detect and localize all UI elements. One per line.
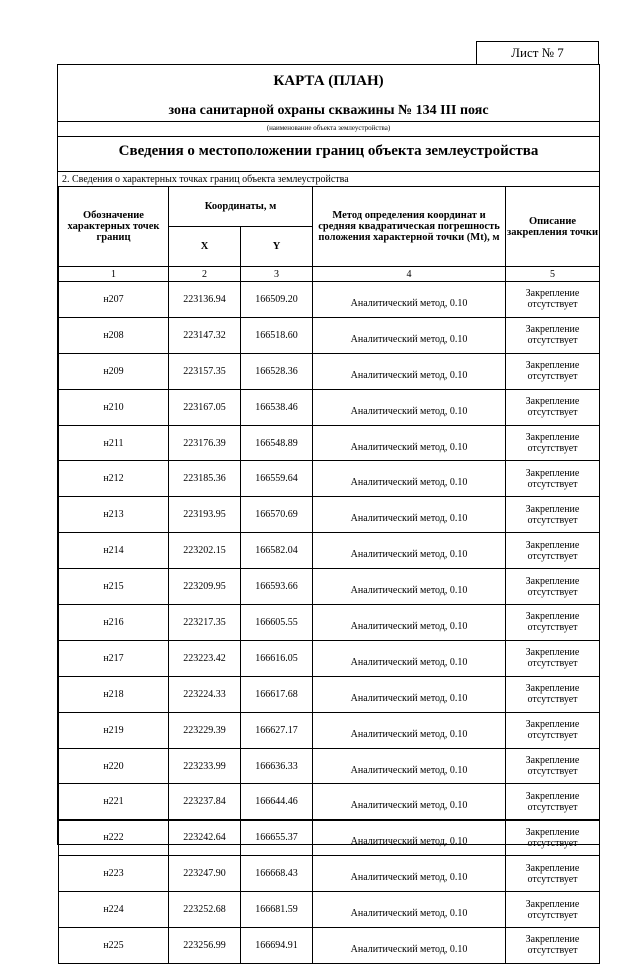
coordinate-x: 223193.95: [169, 497, 241, 533]
coordinate-x: 223233.99: [169, 748, 241, 784]
header-coordinates: Координаты, м: [169, 187, 313, 227]
point-name: н222: [59, 820, 169, 856]
column-number-row: [59, 267, 600, 282]
method-cell: Аналитический метод, 0.10: [313, 676, 506, 712]
coordinate-y: 166559.64: [241, 461, 313, 497]
fixing-description: Закрепление отсутствует: [506, 640, 600, 676]
point-name: н223: [59, 856, 169, 892]
table-row: [59, 748, 600, 784]
table-row: [59, 425, 600, 461]
point-name: н208: [59, 317, 169, 353]
coordinate-y: 166593.66: [241, 569, 313, 605]
sheet-number: Лист № 7: [476, 41, 599, 65]
point-name: н211: [59, 425, 169, 461]
header-x: X: [169, 227, 241, 267]
coordinate-y: 166694.91: [241, 928, 313, 964]
table-row: [59, 461, 600, 497]
table-row: [59, 640, 600, 676]
coordinate-x: 223209.95: [169, 569, 241, 605]
point-name: н212: [59, 461, 169, 497]
method-cell: Аналитический метод, 0.10: [313, 892, 506, 928]
table-row: [59, 784, 600, 820]
coordinate-x: 223202.15: [169, 533, 241, 569]
fixing-description: Закрепление отсутствует: [506, 784, 600, 820]
method-cell: Аналитический метод, 0.10: [313, 533, 506, 569]
coordinate-y: 166668.43: [241, 856, 313, 892]
method-cell: Аналитический метод, 0.10: [313, 605, 506, 641]
fixing-description: Закрепление отсутствует: [506, 425, 600, 461]
coordinate-x: 223185.36: [169, 461, 241, 497]
fixing-description: Закрепление отсутствует: [506, 856, 600, 892]
coordinate-x: 223247.90: [169, 856, 241, 892]
table-row: [59, 533, 600, 569]
footer-divider: [58, 820, 599, 821]
coordinate-y: 166582.04: [241, 533, 313, 569]
point-name: н220: [59, 748, 169, 784]
coordinate-y: 166538.46: [241, 389, 313, 425]
fixing-description: Закрепление отсутствует: [506, 892, 600, 928]
coordinate-y: 166627.17: [241, 712, 313, 748]
point-name: н217: [59, 640, 169, 676]
table-row: [59, 712, 600, 748]
header-description: Описание закрепления точки: [506, 187, 600, 267]
point-name: н221: [59, 784, 169, 820]
coordinate-y: 166681.59: [241, 892, 313, 928]
fixing-description: Закрепление отсутствует: [506, 748, 600, 784]
column-number: 4: [313, 267, 506, 282]
coordinate-y: 166548.89: [241, 425, 313, 461]
coordinate-x: 223252.68: [169, 892, 241, 928]
table-row: [59, 676, 600, 712]
method-cell: Аналитический метод, 0.10: [313, 425, 506, 461]
point-name: н209: [59, 353, 169, 389]
coordinate-x: 223242.64: [169, 820, 241, 856]
coordinate-y: 166518.60: [241, 317, 313, 353]
coordinate-y: 166509.20: [241, 282, 313, 318]
document-frame: [57, 64, 600, 957]
point-name: н224: [59, 892, 169, 928]
coordinate-x: 223157.35: [169, 353, 241, 389]
coordinate-x: 223237.84: [169, 784, 241, 820]
coordinate-x: 223223.42: [169, 640, 241, 676]
table-row: [59, 389, 600, 425]
coordinate-y: 166528.36: [241, 353, 313, 389]
document-title: КАРТА (ПЛАН): [273, 73, 384, 89]
coordinate-x: 223176.39: [169, 425, 241, 461]
fixing-description: Закрепление отсутствует: [506, 820, 600, 856]
method-cell: Аналитический метод, 0.10: [313, 569, 506, 605]
fixing-description: Закрепление отсутствует: [506, 928, 600, 964]
method-cell: Аналитический метод, 0.10: [313, 820, 506, 856]
coordinate-x: 223256.99: [169, 928, 241, 964]
column-number: 1: [59, 267, 169, 282]
fixing-description: Закрепление отсутствует: [506, 533, 600, 569]
coordinate-x: 223217.35: [169, 605, 241, 641]
table-row: [59, 569, 600, 605]
fixing-description: Закрепление отсутствует: [506, 497, 600, 533]
coordinate-x: 223229.39: [169, 712, 241, 748]
point-name: н214: [59, 533, 169, 569]
method-cell: Аналитический метод, 0.10: [313, 497, 506, 533]
point-name: н218: [59, 676, 169, 712]
method-cell: Аналитический метод, 0.10: [313, 389, 506, 425]
table-row: [59, 353, 600, 389]
fixing-description: Закрепление отсутствует: [506, 569, 600, 605]
table-row: [59, 282, 600, 318]
coordinate-y: 166655.37: [241, 820, 313, 856]
coordinate-x: 223136.94: [169, 282, 241, 318]
method-cell: Аналитический метод, 0.10: [313, 784, 506, 820]
point-name: н210: [59, 389, 169, 425]
header-designation: Обозначение характерных точек границ: [59, 187, 169, 267]
column-number: 2: [169, 267, 241, 282]
method-cell: Аналитический метод, 0.10: [313, 748, 506, 784]
point-name: н225: [59, 928, 169, 964]
header-y: Y: [241, 227, 313, 267]
method-cell: Аналитический метод, 0.10: [313, 856, 506, 892]
coordinate-x: 223147.32: [169, 317, 241, 353]
coordinate-y: 166644.46: [241, 784, 313, 820]
object-caption: (наименование объекта землеустройства): [58, 121, 599, 137]
table-row: [59, 928, 600, 964]
column-number: 3: [241, 267, 313, 282]
method-cell: Аналитический метод, 0.10: [313, 353, 506, 389]
coordinate-y: 166570.69: [241, 497, 313, 533]
coordinate-y: 166617.68: [241, 676, 313, 712]
points-table: [58, 186, 600, 964]
column-number: 5: [506, 267, 600, 282]
table-row: [59, 317, 600, 353]
method-cell: Аналитический метод, 0.10: [313, 317, 506, 353]
method-cell: Аналитический метод, 0.10: [313, 640, 506, 676]
fixing-description: Закрепление отсутствует: [506, 676, 600, 712]
fixing-description: Закрепление отсутствует: [506, 389, 600, 425]
method-cell: Аналитический метод, 0.10: [313, 712, 506, 748]
document-subtitle: зона санитарной охраны скважины № 134 III пояс: [168, 103, 489, 118]
header-method: Метод определения координат и средняя квадратическая погрешность положения характерной точки (Mt), м: [313, 187, 506, 267]
coordinate-x: 223167.05: [169, 389, 241, 425]
point-name: н213: [59, 497, 169, 533]
method-cell: Аналитический метод, 0.10: [313, 282, 506, 318]
table-row: [59, 497, 600, 533]
subsection-title: 2. Сведения о характерных точках границ объекта землеустройства: [58, 171, 599, 187]
coordinate-y: 166636.33: [241, 748, 313, 784]
method-cell: Аналитический метод, 0.10: [313, 461, 506, 497]
table-row: [59, 856, 600, 892]
point-name: н219: [59, 712, 169, 748]
fixing-description: Закрепление отсутствует: [506, 282, 600, 318]
fixing-description: Закрепление отсутствует: [506, 605, 600, 641]
point-name: н207: [59, 282, 169, 318]
coordinate-y: 166616.05: [241, 640, 313, 676]
fixing-description: Закрепление отсутствует: [506, 712, 600, 748]
point-name: н216: [59, 605, 169, 641]
section-title: Сведения о местоположении границ объекта землеустройства: [118, 143, 539, 159]
table-row: [59, 605, 600, 641]
fixing-description: Закрепление отсутствует: [506, 353, 600, 389]
coordinate-x: 223224.33: [169, 676, 241, 712]
fixing-description: Закрепление отсутствует: [506, 461, 600, 497]
point-name: н215: [59, 569, 169, 605]
fixing-description: Закрепление отсутствует: [506, 317, 600, 353]
method-cell: Аналитический метод, 0.10: [313, 928, 506, 964]
coordinate-y: 166605.55: [241, 605, 313, 641]
table-row: [59, 820, 600, 856]
table-row: [59, 892, 600, 928]
